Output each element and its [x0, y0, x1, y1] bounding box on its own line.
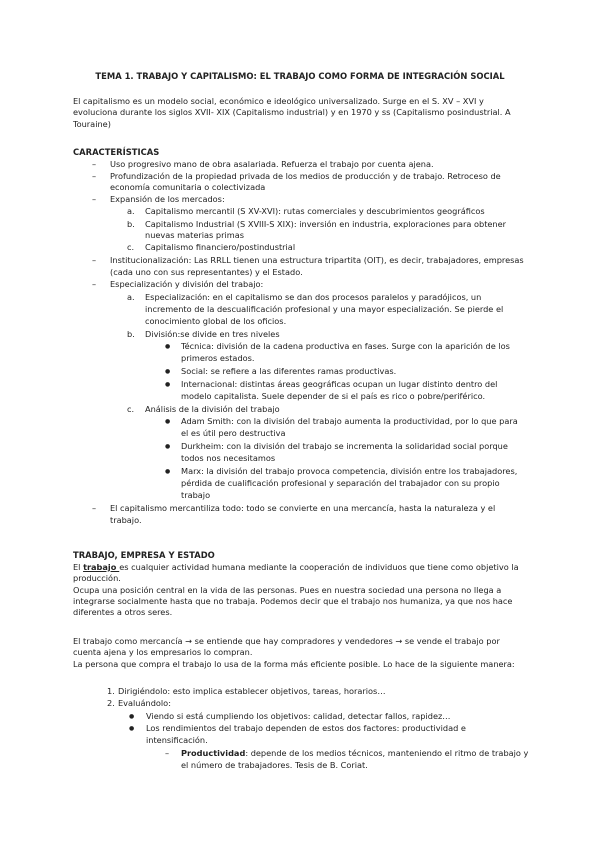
list-marker: b.: [127, 219, 135, 229]
list-item: incremento de la descualificación profesional y una mayor especialización. Se pierde el: [145, 304, 504, 314]
list-item: modelo capitalista. Suele depender de si el país es rico o pobre/periférico.: [181, 391, 486, 401]
productividad-text: : depende de los medios técnicos, manteniendo el ritmo de trabajo y: [245, 748, 529, 758]
paragraph-line: El trabajo como mercancía → se entiende que hay compradores y vendedores → se vende el trabajo por: [73, 636, 500, 646]
list-item: economía comunitaria o colectivizada: [110, 182, 266, 192]
bullet-marker: ●: [165, 418, 171, 425]
list-marker: –: [92, 171, 97, 181]
list-item: Durkheim: con la división del trabajo se incrementa la solidaridad social porque: [181, 441, 508, 451]
list-item: Social: se refiere a las diferentes ramas productivas.: [181, 366, 397, 376]
definition-prefix: El: [73, 562, 84, 572]
paragraph-line: Ocupa una posición central en la vida de las personas. Pues en nuestra sociedad una persona no llega a: [73, 584, 502, 595]
list-marker: –: [92, 255, 97, 265]
list-item: el es útil pero destructiva: [181, 428, 286, 438]
list-item: División:se divide en tres niveles: [145, 329, 280, 339]
definition-text: es cualquier actividad humana mediante la cooperación de individuos que tiene como objetivo la: [119, 562, 519, 572]
list-marker: c.: [127, 404, 135, 414]
paragraph-line: integrarse socialmente hasta que no trabaja. Podemos decir que el trabajo nos humaniza, ya que nos hace: [73, 595, 513, 606]
list-marker: –: [92, 279, 97, 289]
bullet-marker: ●: [129, 725, 135, 732]
definition-line: producción.: [73, 573, 121, 584]
intro-line: evoluciona durante los siglos XVII- XIX (Capitalismo industrial) y en 1970 y ss (Capitalismo posindustrial. A: [73, 107, 511, 118]
list-item: Capitalismo financiero/postindustrial: [145, 242, 296, 252]
productividad-term: Productividad: [181, 748, 246, 758]
list-item: Evaluándolo:: [118, 698, 171, 708]
bullet-marker: ●: [165, 368, 171, 375]
list-item: Los rendimientos del trabajo dependen de estos dos factores: productividad e: [146, 723, 466, 733]
list-marker: 2.: [107, 698, 115, 708]
list-item: Expansión de los mercados:: [110, 194, 225, 204]
list-item: Viendo si está cumpliendo los objetivos: calidad, detectar fallos, rapidez…: [146, 711, 451, 721]
list-item: Técnica: división de la cadena productiva en fases. Surge con la aparición de los: [181, 341, 510, 351]
list-item: todos nos necesitamos: [181, 453, 276, 463]
list-item: Especialización: en el capitalismo se dan dos procesos paralelos y paradójicos, un: [145, 292, 482, 302]
list-item: Marx: la división del trabajo provoca competencia, división entre los trabajadores,: [181, 466, 518, 476]
bullet-marker: ●: [165, 443, 171, 450]
page-title: TEMA 1. TRABAJO Y CAPITALISMO: EL TRABAJO COMO FORMA DE INTEGRACIÓN SOCIAL: [95, 71, 505, 81]
list-marker: a.: [127, 292, 135, 302]
list-item: Dirigiéndolo: esto implica establecer objetivos, tareas, horarios…: [118, 686, 386, 696]
list-marker: –: [92, 194, 97, 204]
list-item: (cada uno con sus representantes) y el Estado.: [110, 267, 303, 277]
list-item: Institucionalización: Las RRLL tienen una estructura tripartita (OIT), es decir, trabajadores, empresas: [110, 255, 524, 265]
list-item: Análisis de la división del trabajo: [145, 404, 280, 414]
list-marker: 1.: [107, 686, 115, 696]
paragraph-line: diferentes a otros seres.: [73, 607, 173, 618]
list-item: conocimiento global de los oficios.: [145, 316, 287, 326]
list-item: El capitalismo mercantiliza todo: todo se convierte en una mercancía, hasta la naturaleza y el: [110, 503, 496, 513]
bullet-marker: ●: [165, 468, 171, 475]
list-item: trabajo.: [110, 515, 142, 525]
list-item: el número de trabajadores. Tesis de B. Coriat.: [181, 760, 368, 770]
intro-line: El capitalismo es un modelo social, económico e ideológico universalizado. Surge en el S. XV – XVI y: [73, 96, 484, 106]
list-item: Capitalismo Industrial (S XVIII-S XIX): inversión en industria, exploraciones para obtener: [145, 219, 507, 229]
list-item: [181, 748, 528, 759]
list-marker: –: [92, 503, 97, 513]
section-heading-caracteristicas: CARACTERÍSTICAS: [73, 147, 160, 157]
definition-term: trabajo: [83, 562, 120, 572]
paragraph-line: La persona que compra el trabajo lo usa de la forma más eficiente posible. Lo hace de la siguiente manera:: [73, 658, 515, 669]
list-marker: –: [92, 159, 97, 169]
section-heading-trabajo-empresa-estado: TRABAJO, EMPRESA Y ESTADO: [73, 550, 215, 560]
list-marker: b.: [127, 329, 135, 339]
list-item: Profundización de la propiedad privada de los medios de producción y de trabajo. Retroceso de: [110, 171, 501, 181]
intro-line: Touraine): [73, 118, 111, 129]
list-marker: a.: [127, 206, 135, 216]
bullet-marker: ●: [129, 713, 135, 720]
bullet-marker: ●: [165, 343, 171, 350]
list-item: Internacional: distintas áreas geográficas ocupan un lugar distinto dentro del: [181, 379, 498, 389]
list-item: primeros estados.: [181, 353, 255, 363]
list-item: Adam Smith: con la división del trabajo aumenta la productividad, por lo que para: [181, 416, 518, 426]
list-item: Especialización y división del trabajo:: [110, 279, 264, 289]
list-item: pérdida de cualificación profesional y separación del trabajador con su propio: [181, 478, 500, 488]
list-item: Uso progresivo mano de obra asalariada. Refuerza el trabajo por cuenta ajena.: [110, 159, 434, 169]
list-item: intensificación.: [146, 735, 208, 745]
list-item: nuevas materias primas: [145, 230, 245, 240]
list-marker: c.: [127, 242, 135, 252]
list-item: Capitalismo mercantil (S XV-XVI): rutas comerciales y descubrimientos geográficos: [145, 206, 485, 216]
list-item: trabajo: [181, 490, 211, 500]
bullet-marker: ●: [165, 381, 171, 388]
list-marker: –: [165, 748, 170, 758]
paragraph-line: cuenta ajena y los empresarios lo compran.: [73, 647, 253, 658]
